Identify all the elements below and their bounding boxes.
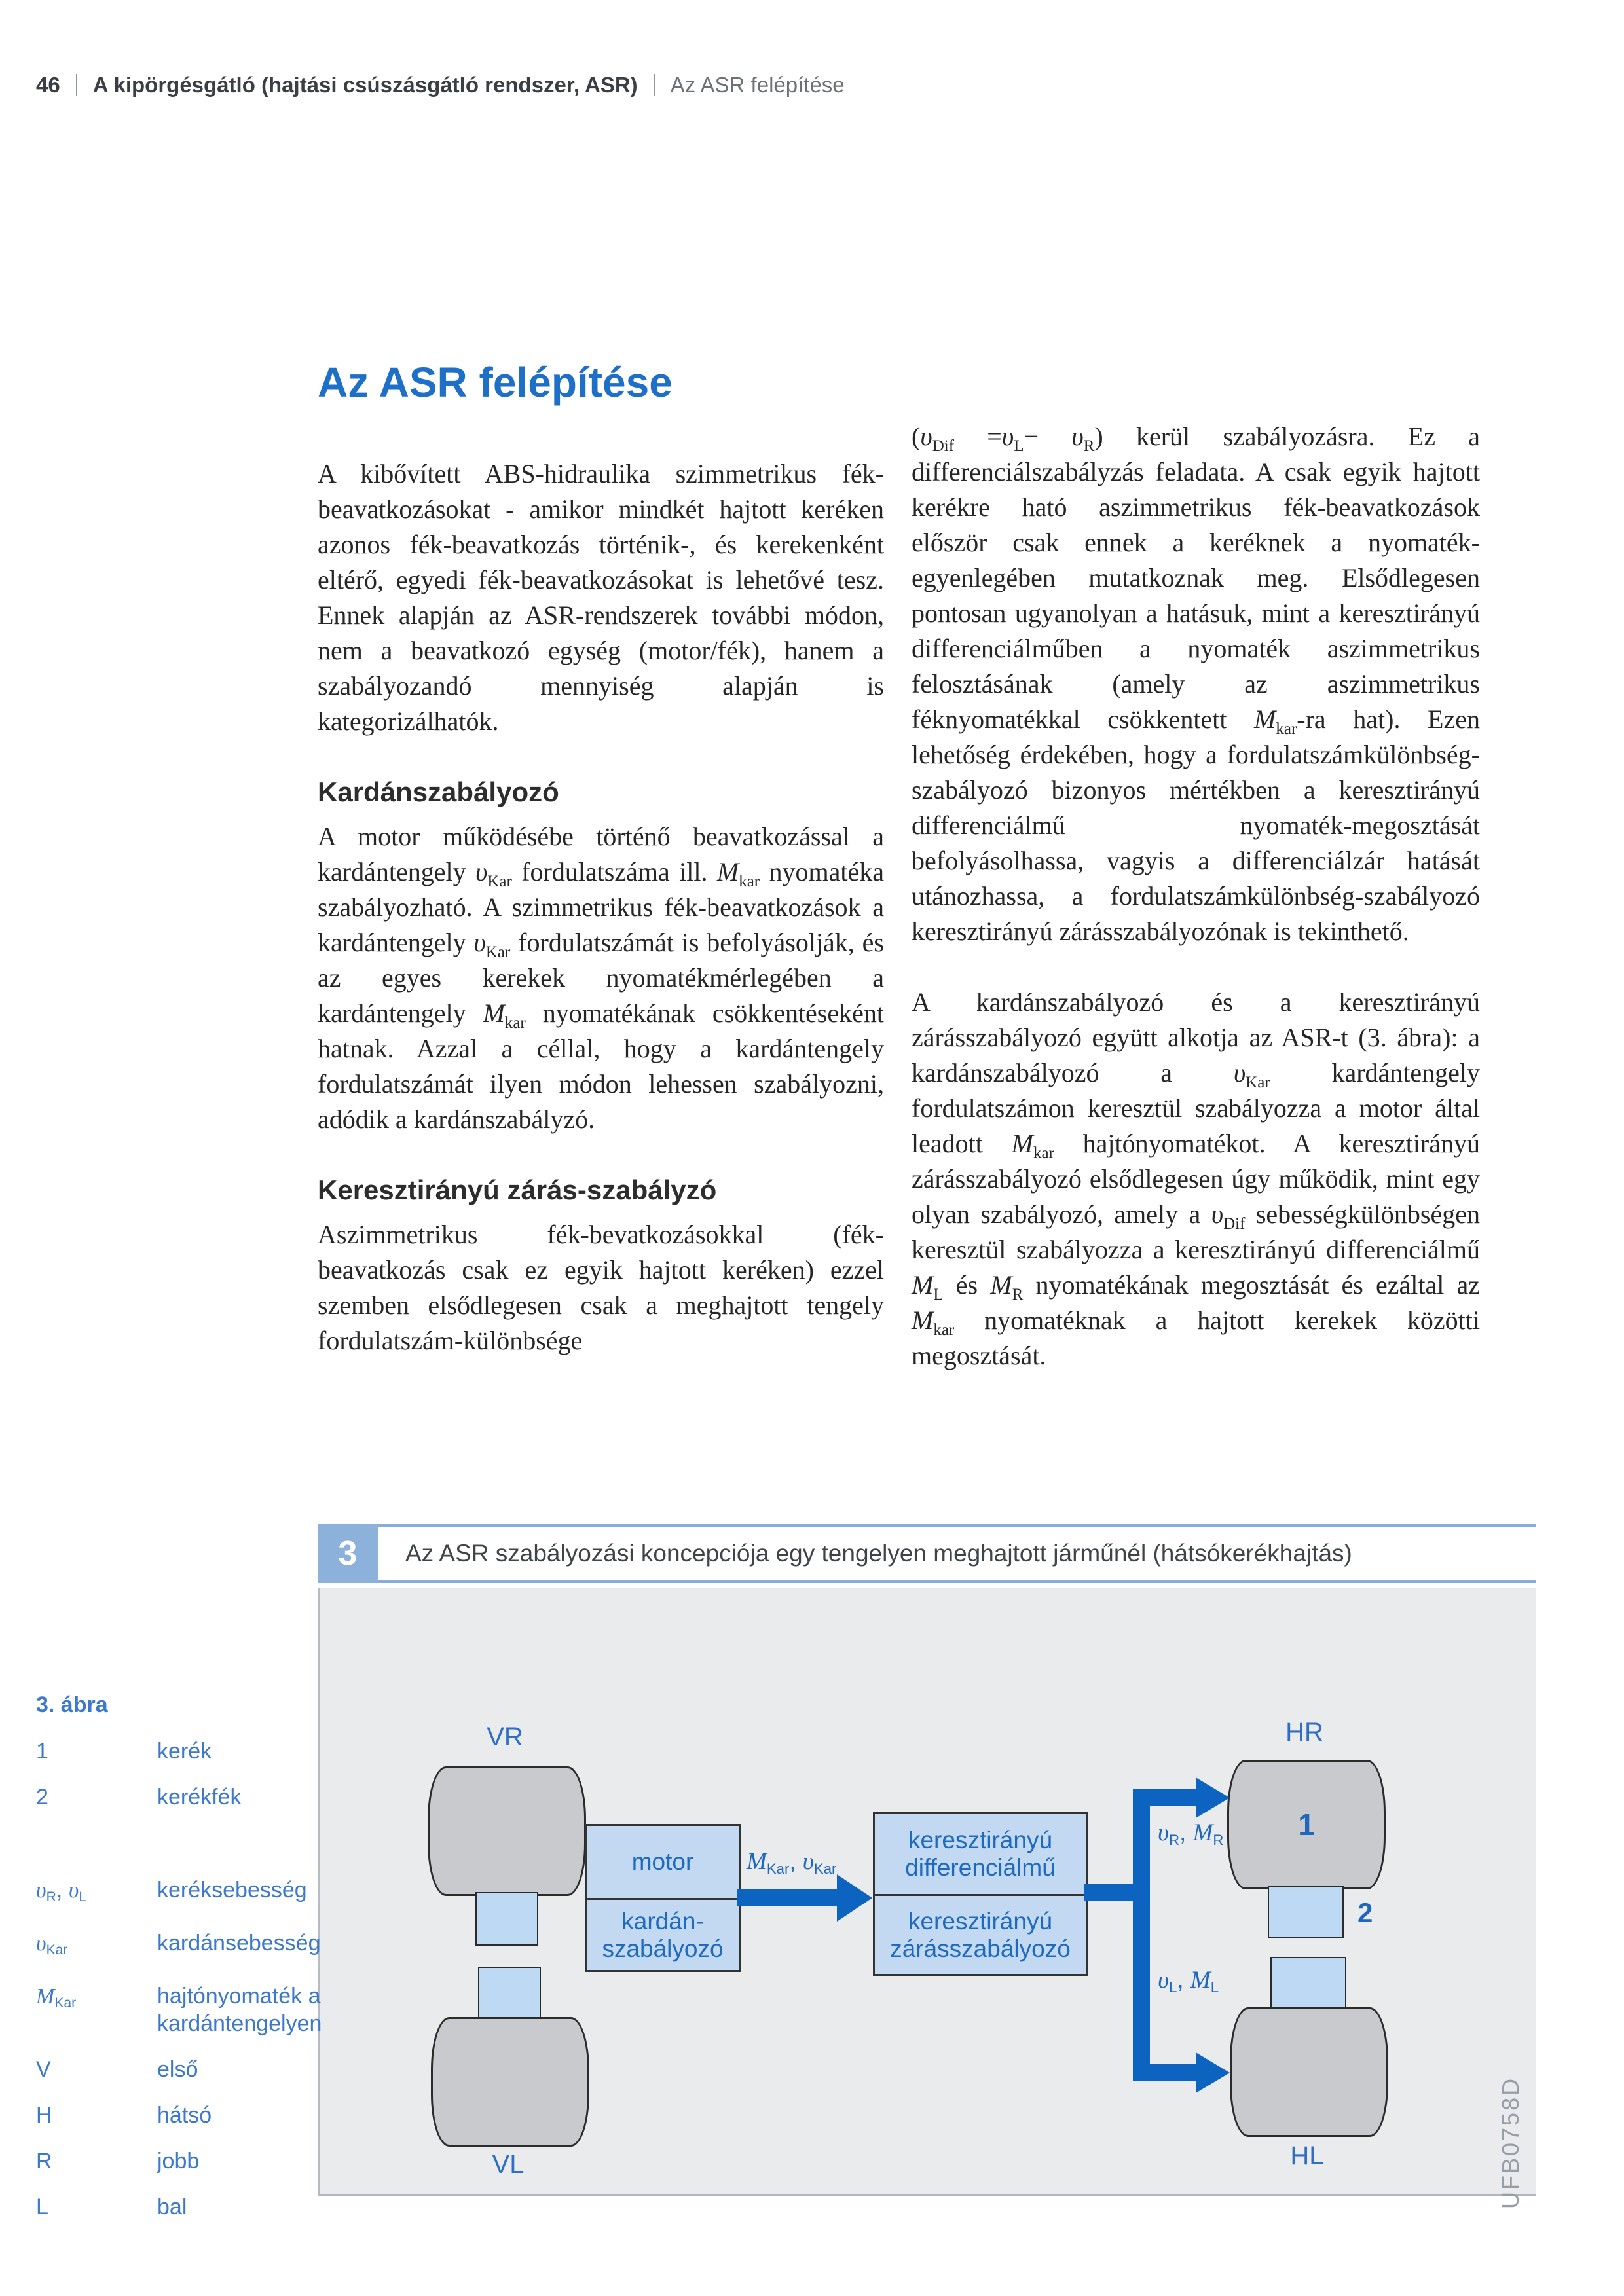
figure-3	[318, 1524, 1536, 2209]
figure-canvas	[318, 1588, 1536, 2209]
wheel-label-hr: HR	[1285, 1718, 1323, 1747]
figure-header	[318, 1524, 1536, 1583]
wheel-front-left	[431, 2017, 589, 2147]
brake-front-left	[478, 1967, 541, 2020]
legend-item	[36, 1783, 344, 1811]
legend-text: hajtónyomaték a kardántengelyen	[157, 1984, 322, 2036]
header-divider	[76, 74, 77, 96]
legend-symbol: $\upsilon_R$, $\upsilon_L$	[36, 1878, 87, 1904]
legend-text: jobb	[157, 2149, 200, 2174]
header-divider	[654, 74, 655, 96]
wheel-label-hl: HL	[1290, 2141, 1324, 2170]
legend-title: 3. ábra	[36, 1692, 108, 1717]
legend-item	[36, 1876, 344, 1911]
legend-item	[36, 2102, 344, 2129]
legend-symbol: $M_{Kar}$	[36, 1984, 77, 2011]
transverse-differential-box: keresztirányú differenciálmű	[875, 1814, 1086, 1894]
line-trunk-vertical	[1133, 1789, 1150, 2081]
right-wheel-speed-label: $\upsilon_R$, $M_R$	[1158, 1819, 1224, 1848]
arrow-to-hl-head	[1196, 2052, 1230, 2093]
legend-text: első	[157, 2057, 198, 2082]
page-number: 46	[36, 73, 60, 97]
callout-wheel: 1	[1298, 1808, 1315, 1842]
legend-symbol: R	[36, 2149, 52, 2174]
wheel-label-vl: VL	[492, 2150, 525, 2179]
brake-rear-left	[1270, 1957, 1346, 2010]
figure-legend	[36, 1692, 344, 2239]
arrow-to-hr-shaft	[1133, 1789, 1198, 1806]
section-title: Az ASR felépítése	[670, 73, 845, 97]
diff-lock-box	[873, 1812, 1088, 1976]
legend-symbol: 1	[36, 1739, 48, 1764]
motor-box: motor	[587, 1826, 739, 1898]
legend-text: kerékfék	[157, 1785, 242, 1810]
arrow-to-hr-head	[1196, 1777, 1230, 1818]
legend-text: keréksebesség	[157, 1878, 307, 1903]
legend-item	[36, 1738, 344, 1765]
subsection-heading-kardan: Kardánszabályozó	[318, 776, 559, 807]
figure-number-badge: 3	[318, 1524, 378, 1583]
legend-item	[36, 2056, 344, 2083]
legend-text: bal	[157, 2195, 187, 2219]
legend-text: hátsó	[157, 2103, 212, 2128]
arrow-motor-to-diff-head	[837, 1874, 872, 1922]
paragraph: $(\upsilon_{Dif} =\upsilon_L- \upsilon_R)$ kerül szabályozásra. Ez a differenciálszabályzás feladata. A csak egyik hajtott kerékre ható aszimmetrikus fék-beavatkozások először csak ennek a keréknek a nyomaték-egyenlegében mutatkoznak meg. Elsődlegesen pontosan ugyanolyan a hatásuk, mint a keresztirányú differenciálműben a nyomaték aszimmetrikus felosztásának (amely az aszimmetrikus féknyomatékkal csökkentett $M_{kar}-ra$ hat). Ezen lehetőség érdekében, hogy a fordulatszámkülönbség-szabályozó bizonyos mértékben a keresztirányú differenciálmű nyomaték-megosztását befolyásolhassa, vagyis a differenciálzár hatását utánozhassa, a fordulatszámkülönbség-szabályozó keresztirányú zárásszabályozónak is tekinthető.	[912, 422, 1481, 946]
subsection-heading-kereszt: Keresztirányú zárás-szabályzó	[318, 1175, 717, 1205]
page-header	[36, 72, 845, 98]
legend-symbol: 2	[36, 1785, 48, 1810]
figure-reference-code: UFB0758D	[1497, 2076, 1524, 2209]
kardan-torque-label: $M_{Kar}$, $\upsilon_{Kar}$	[747, 1848, 837, 1877]
legend-text: kardánsebesség	[157, 1931, 321, 1956]
kardan-controller-box: kardán-szabályozó	[587, 1898, 739, 1970]
legend-text: kerék	[157, 1739, 212, 1764]
arrow-to-hl-shaft	[1133, 2064, 1198, 2081]
paragraph: A motor működésébe történő beavatkozással a kardántengely $\upsilon_{Kar}$ fordulatszáma ill. $M_{kar}$ nyomatéka szabályozható. A szimmetrikus fék-beavatkozások a kardántengely $\upsilon_{Kar}$ fordulatszámát is befolyásolják, és az egyes kerekek nyomatékmérlegében a kardántengely $M_{kar}$ nyomatékának csökkentéseként hatnak. Azzal a céllal, hogy a kardántengely fordulatszámát ilyen módon lehessen szabályozni, adódik a kardánszabályzó.	[318, 822, 885, 1134]
arrow-motor-to-diff-shaft	[737, 1889, 838, 1906]
transverse-lock-controller-box: keresztirányú zárásszabályozó	[875, 1894, 1086, 1974]
figure-caption: Az ASR szabályozási koncepciója egy tengelyen meghajtott járműnél (hátsókerékhajtás)	[378, 1524, 1536, 1583]
legend-item	[36, 1929, 344, 1964]
paragraph: Aszimmetrikus fék-bevatkozásokkal (fék-beavatkozás csak ez egyik hajtott keréken) ezzel szemben elsődlegesen csak a meghajtott tengely fordulatszám-különbsége	[318, 1220, 884, 1355]
callout-brake: 2	[1357, 1897, 1373, 1928]
chapter-title: A kipörgésgátló (hajtási csúszásgátló rendszer, ASR)	[92, 73, 638, 97]
wheel-label-vr: VR	[487, 1722, 523, 1751]
legend-item	[36, 2193, 344, 2221]
paragraph: A kardánszabályozó és a keresztirányú zárásszabályozó együtt alkotja az ASR-t (3. ábra): a kardánszabályozó a $\upsilon_{Kar}$ kardántengely fordulatszámon keresztül szabályozza a motor által leadott $M_{kar}$ hajtónyomatékot. A keresztirányú zárásszabályozó elsődlegesen úgy működik, mint egy olyan szabályozó, amely a $\upsilon_{Dif}$ sebességkülönbségen keresztül szabályozza a keresztirányú differenciálmű $M_L$ és $M_R$ nyomatékának megosztását és ezáltal az $M_{kar}$ nyomatéknak a hajtott kerekek közötti megosztását.	[912, 987, 1481, 1370]
legend-rows	[36, 1738, 344, 2221]
column-left	[318, 456, 884, 1358]
paragraph: A kibővített ABS-hidraulika szimmetrikus fék-beavatkozásokat - amikor mindkét hajtott keréken azonos fék-beavatkozás történik-, és kerekenként eltérő, egyedi fék-beavatkozásokat is lehetővé tesz. Ennek alapján az ASR-rendszerek további módon, nem a beavatkozó egység (motor/fék), hanem a szabályozandó mennyiség alapján is kategorizálhatók.	[318, 459, 884, 736]
brake-front-right	[475, 1892, 538, 1946]
wheel-front-right	[428, 1766, 586, 1896]
wheel-rear-right	[1227, 1760, 1386, 1889]
legend-symbol: $\upsilon_{Kar}$	[36, 1931, 68, 1958]
legend-item	[36, 1982, 344, 2037]
brake-rear-right	[1268, 1886, 1344, 1938]
left-wheel-speed-label: $\upsilon_L$, $M_L$	[1158, 1966, 1219, 1995]
article-title: Az ASR felépítése	[318, 359, 673, 406]
legend-symbol: L	[36, 2195, 48, 2219]
legend-symbol: H	[36, 2103, 52, 2128]
wheel-rear-left	[1230, 2007, 1388, 2137]
legend-symbol: V	[36, 2057, 51, 2082]
motor-kardan-box	[585, 1824, 741, 1972]
legend-item	[36, 2147, 344, 2175]
column-right	[912, 419, 1480, 1374]
